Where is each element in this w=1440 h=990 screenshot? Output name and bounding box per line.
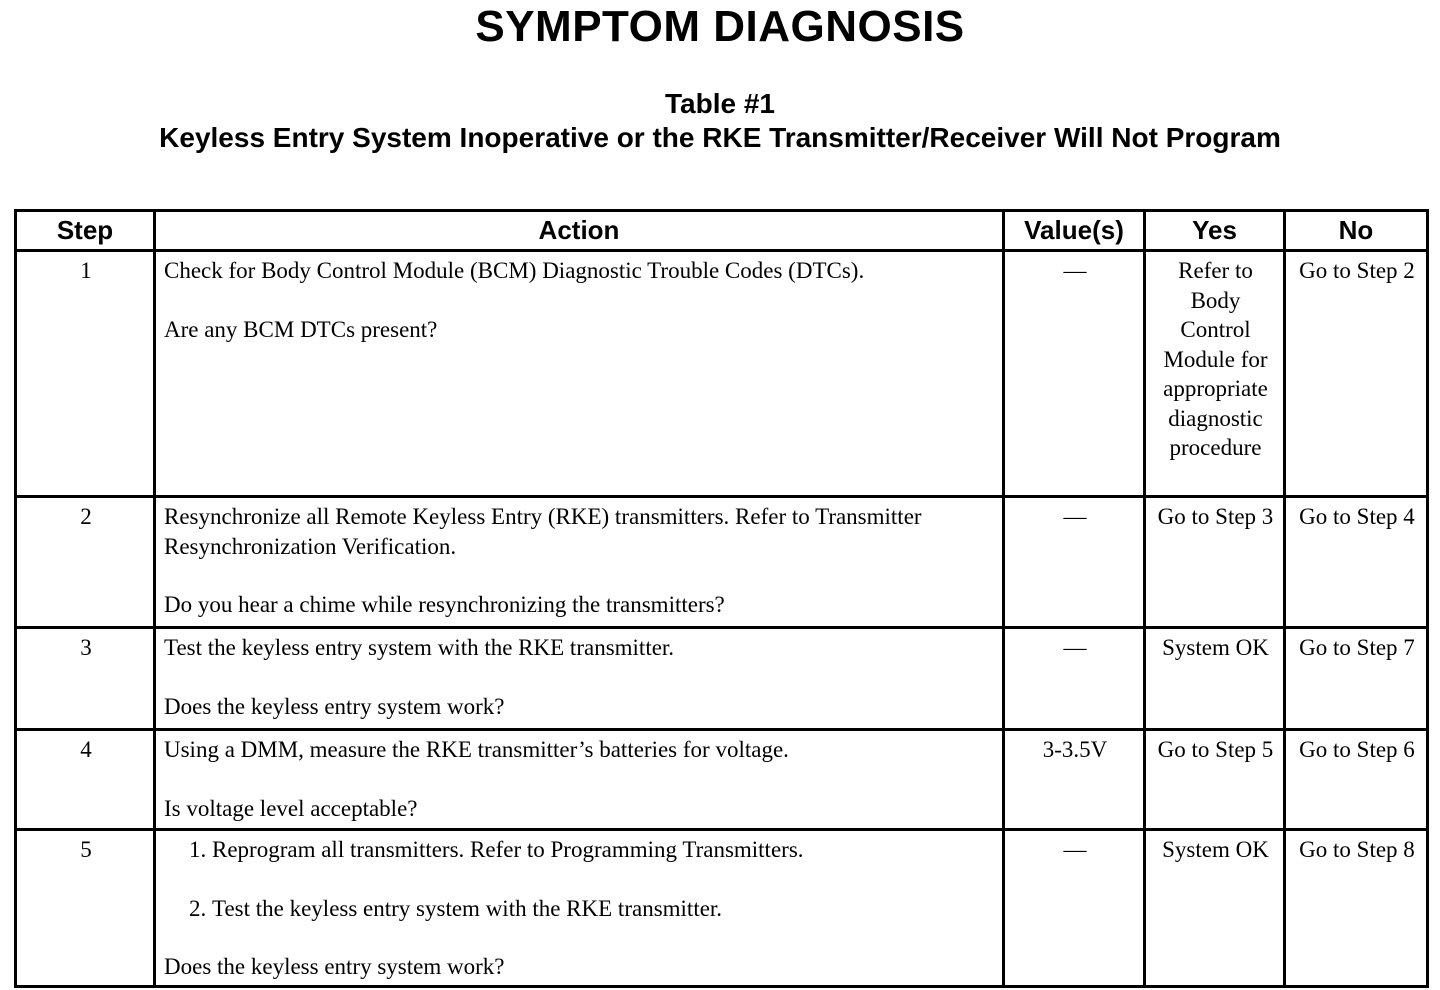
- no-cell: Go to Step 6: [1285, 730, 1428, 830]
- no-cell: Go to Step 2: [1285, 251, 1428, 497]
- diagnosis-table: [14, 209, 1429, 988]
- value-cell: —: [1004, 251, 1145, 497]
- step-number: 4: [16, 730, 155, 830]
- table-row: [16, 497, 1428, 628]
- header-yes: Yes: [1145, 211, 1285, 251]
- header-step: Step: [16, 211, 155, 251]
- action-list-item: 1. Reprogram all transmitters. Refer to Programming Transmitters.: [212, 835, 996, 865]
- action-list-item: 2. Test the keyless entry system with the RKE transmitter.: [212, 894, 996, 924]
- table-label: Table #1: [665, 88, 775, 119]
- step-number: 1: [16, 251, 155, 497]
- action-cell: [155, 251, 1004, 497]
- action-cell: [155, 830, 1004, 987]
- action-question: Does the keyless entry system work?: [164, 693, 505, 719]
- table-header-row: [16, 211, 1428, 251]
- action-question: Does the keyless entry system work?: [164, 954, 505, 979]
- yes-cell: Go to Step 3: [1145, 497, 1285, 628]
- action-text: Check for Body Control Module (BCM) Diagnostic Trouble Codes (DTCs).: [164, 258, 865, 283]
- step-number: 3: [16, 628, 155, 730]
- page-title: SYMPTOM DIAGNOSIS: [475, 2, 965, 51]
- value-cell: —: [1004, 830, 1145, 987]
- no-cell: Go to Step 7: [1285, 628, 1428, 730]
- action-question: Are any BCM DTCs present?: [164, 316, 438, 342]
- value-cell: —: [1004, 628, 1145, 730]
- yes-cell: System OK: [1145, 830, 1285, 987]
- action-steps-list: [164, 835, 996, 923]
- action-text: Resynchronize all Remote Keyless Entry (RKE) transmitters. Refer to Transmitter Resynchronization Verification.: [164, 504, 922, 559]
- action-question: Is voltage level acceptable?: [164, 795, 418, 821]
- value-cell: 3-3.5V: [1004, 730, 1145, 830]
- table-row: [16, 251, 1428, 497]
- action-cell: [155, 497, 1004, 628]
- yes-cell: Go to Step 5: [1145, 730, 1285, 830]
- header-values: Value(s): [1004, 211, 1145, 251]
- step-number: 2: [16, 497, 155, 628]
- no-cell: Go to Step 8: [1285, 830, 1428, 987]
- action-cell: [155, 730, 1004, 830]
- no-cell: Go to Step 4: [1285, 497, 1428, 628]
- action-text: Test the keyless entry system with the RKE transmitter.: [164, 635, 675, 660]
- table-row: [16, 730, 1428, 830]
- action-question: Do you hear a chime while resynchronizing the transmitters?: [164, 592, 725, 617]
- table-row: [16, 830, 1428, 987]
- header-no: No: [1285, 211, 1428, 251]
- value-cell: —: [1004, 497, 1145, 628]
- step-number: 5: [16, 830, 155, 987]
- yes-cell: System OK: [1145, 628, 1285, 730]
- action-cell: [155, 628, 1004, 730]
- yes-cell: Refer to Body Control Module for appropriate diagnostic procedure: [1145, 251, 1285, 497]
- action-text: Using a DMM, measure the RKE transmitter’s batteries for voltage.: [164, 737, 789, 762]
- table-row: [16, 628, 1428, 730]
- table-title: Keyless Entry System Inoperative or the RKE Transmitter/Receiver Will Not Program: [159, 122, 1281, 153]
- header-action: Action: [155, 211, 1004, 251]
